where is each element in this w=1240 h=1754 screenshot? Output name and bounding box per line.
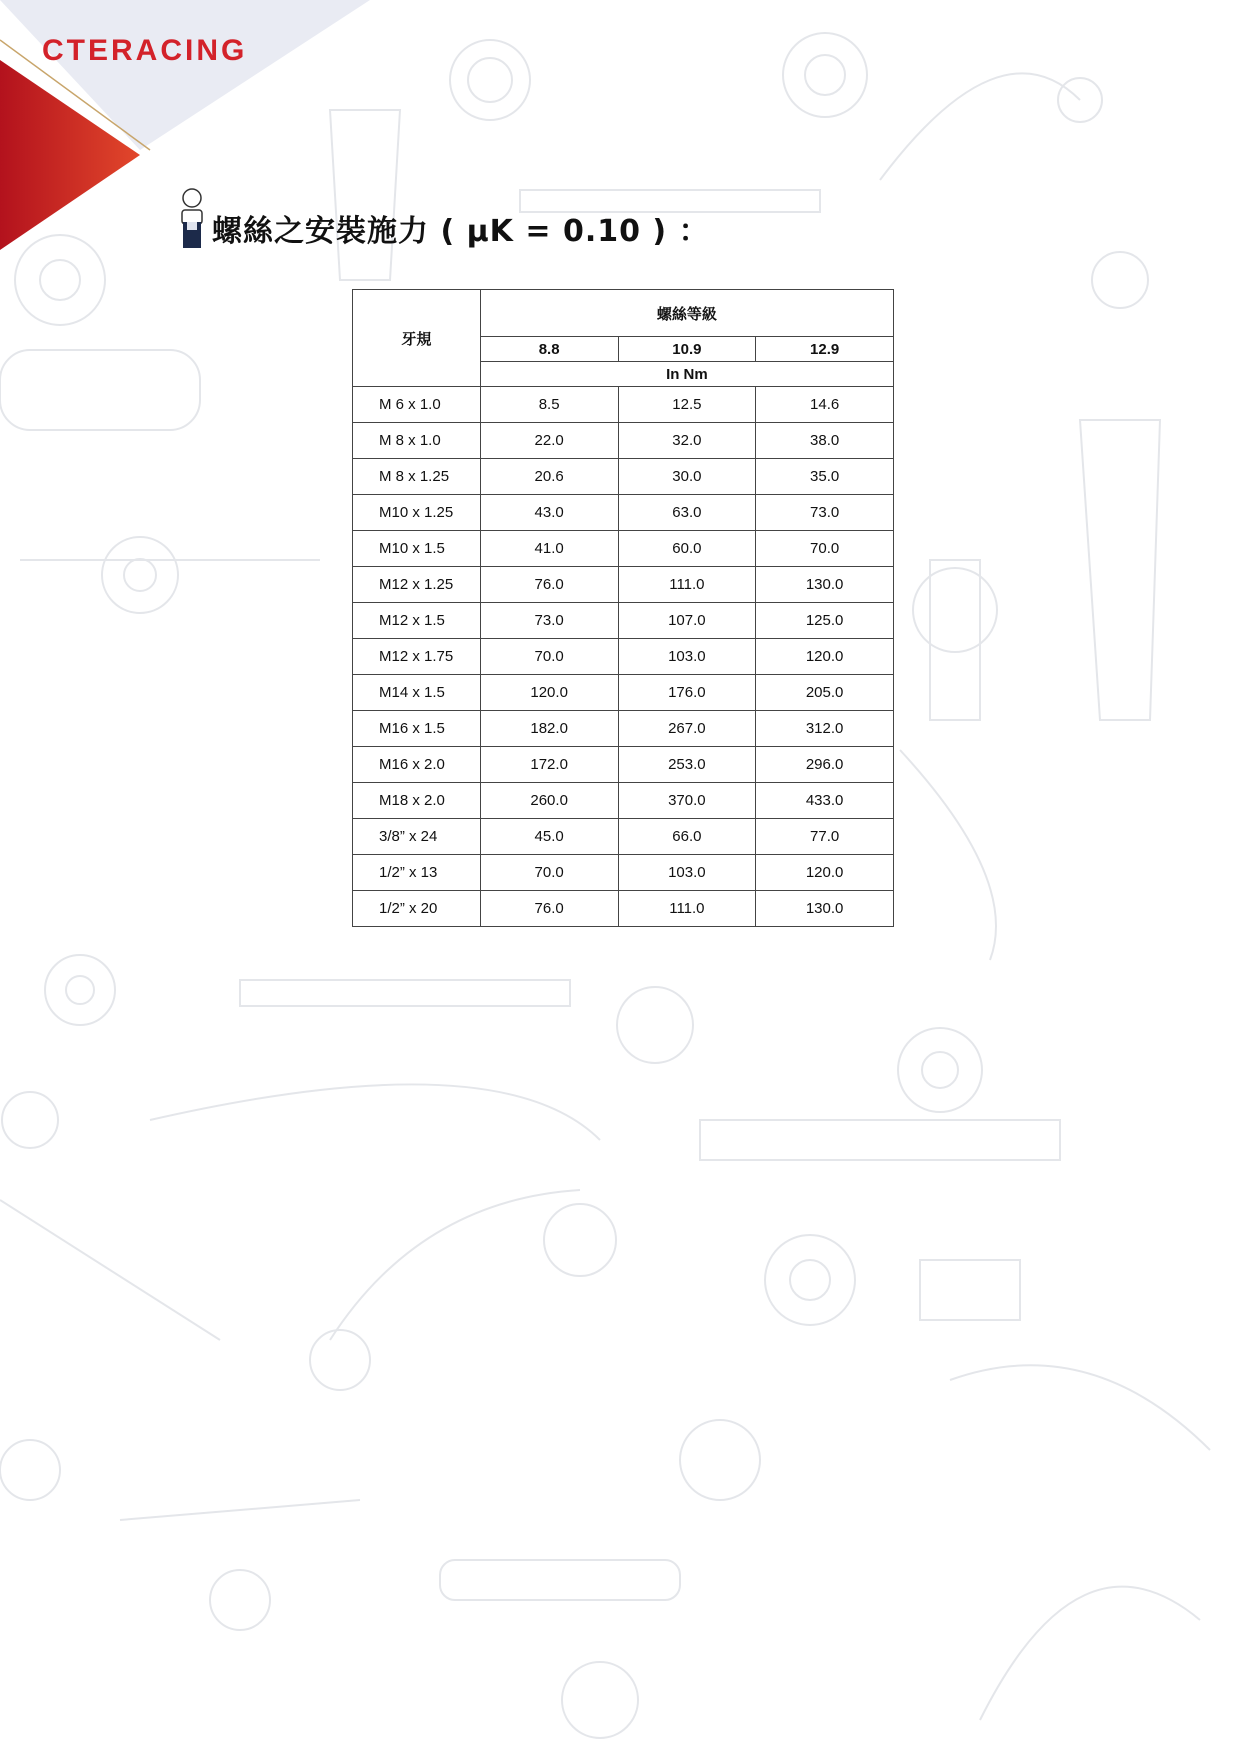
grade-8-8: 8.8 xyxy=(480,337,618,362)
value-cell: 176.0 xyxy=(618,675,756,711)
table-row xyxy=(353,603,894,639)
value-cell: 73.0 xyxy=(480,603,618,639)
value-cell: 22.0 xyxy=(480,423,618,459)
value-cell: 45.0 xyxy=(480,819,618,855)
value-cell: 120.0 xyxy=(480,675,618,711)
value-cell: 30.0 xyxy=(618,459,756,495)
value-cell: 130.0 xyxy=(756,891,894,927)
unit-label: In Nm xyxy=(480,362,893,387)
table-row xyxy=(353,423,894,459)
thread-header: 牙規 xyxy=(353,290,481,387)
table-row xyxy=(353,855,894,891)
value-cell: 253.0 xyxy=(618,747,756,783)
value-cell: 370.0 xyxy=(618,783,756,819)
value-cell: 73.0 xyxy=(756,495,894,531)
value-cell: 70.0 xyxy=(480,855,618,891)
value-cell: 41.0 xyxy=(480,531,618,567)
value-cell: 103.0 xyxy=(618,855,756,891)
torque-table xyxy=(352,289,894,927)
value-cell: 120.0 xyxy=(756,855,894,891)
value-cell: 103.0 xyxy=(618,639,756,675)
value-cell: 32.0 xyxy=(618,423,756,459)
thread-cell: M12 x 1.5 xyxy=(353,603,481,639)
table-row xyxy=(353,495,894,531)
thread-cell: M 8 x 1.25 xyxy=(353,459,481,495)
value-cell: 35.0 xyxy=(756,459,894,495)
value-cell: 70.0 xyxy=(756,531,894,567)
thread-cell: 3/8” x 24 xyxy=(353,819,481,855)
value-cell: 38.0 xyxy=(756,423,894,459)
thread-cell: M12 x 1.75 xyxy=(353,639,481,675)
value-cell: 130.0 xyxy=(756,567,894,603)
value-cell: 433.0 xyxy=(756,783,894,819)
table-row xyxy=(353,819,894,855)
value-cell: 205.0 xyxy=(756,675,894,711)
value-cell: 70.0 xyxy=(480,639,618,675)
value-cell: 182.0 xyxy=(480,711,618,747)
thread-cell: M10 x 1.5 xyxy=(353,531,481,567)
table-row xyxy=(353,711,894,747)
thread-cell: M10 x 1.25 xyxy=(353,495,481,531)
value-cell: 111.0 xyxy=(618,891,756,927)
thread-cell: M 8 x 1.0 xyxy=(353,423,481,459)
table-row xyxy=(353,891,894,927)
grade-header: 螺絲等級 xyxy=(480,290,893,337)
page-title: 螺絲之安裝施力 ( µK = 0.10 ) ： xyxy=(212,214,710,249)
value-cell: 120.0 xyxy=(756,639,894,675)
thread-cell: M 6 x 1.0 xyxy=(353,387,481,423)
value-cell: 172.0 xyxy=(480,747,618,783)
mechanic-icon xyxy=(180,188,204,250)
grade-10-9: 10.9 xyxy=(618,337,756,362)
thread-cell: M14 x 1.5 xyxy=(353,675,481,711)
value-cell: 14.6 xyxy=(756,387,894,423)
value-cell: 260.0 xyxy=(480,783,618,819)
table-row xyxy=(353,567,894,603)
thread-cell: M18 x 2.0 xyxy=(353,783,481,819)
table-row xyxy=(353,531,894,567)
value-cell: 20.6 xyxy=(480,459,618,495)
value-cell: 63.0 xyxy=(618,495,756,531)
value-cell: 107.0 xyxy=(618,603,756,639)
thread-cell: M16 x 1.5 xyxy=(353,711,481,747)
grade-12-9: 12.9 xyxy=(756,337,894,362)
value-cell: 77.0 xyxy=(756,819,894,855)
value-cell: 111.0 xyxy=(618,567,756,603)
table-row xyxy=(353,639,894,675)
table-row xyxy=(353,387,894,423)
value-cell: 76.0 xyxy=(480,567,618,603)
table-row xyxy=(353,747,894,783)
table-row xyxy=(353,783,894,819)
value-cell: 66.0 xyxy=(618,819,756,855)
thread-cell: M12 x 1.25 xyxy=(353,567,481,603)
brand-logo: CTERACING xyxy=(42,34,248,67)
value-cell: 12.5 xyxy=(618,387,756,423)
value-cell: 125.0 xyxy=(756,603,894,639)
title-row xyxy=(180,188,710,250)
value-cell: 43.0 xyxy=(480,495,618,531)
value-cell: 296.0 xyxy=(756,747,894,783)
value-cell: 60.0 xyxy=(618,531,756,567)
thread-cell: 1/2” x 13 xyxy=(353,855,481,891)
value-cell: 267.0 xyxy=(618,711,756,747)
value-cell: 8.5 xyxy=(480,387,618,423)
thread-cell: M16 x 2.0 xyxy=(353,747,481,783)
thread-cell: 1/2” x 20 xyxy=(353,891,481,927)
value-cell: 312.0 xyxy=(756,711,894,747)
value-cell: 76.0 xyxy=(480,891,618,927)
table-row xyxy=(353,459,894,495)
table-row xyxy=(353,675,894,711)
